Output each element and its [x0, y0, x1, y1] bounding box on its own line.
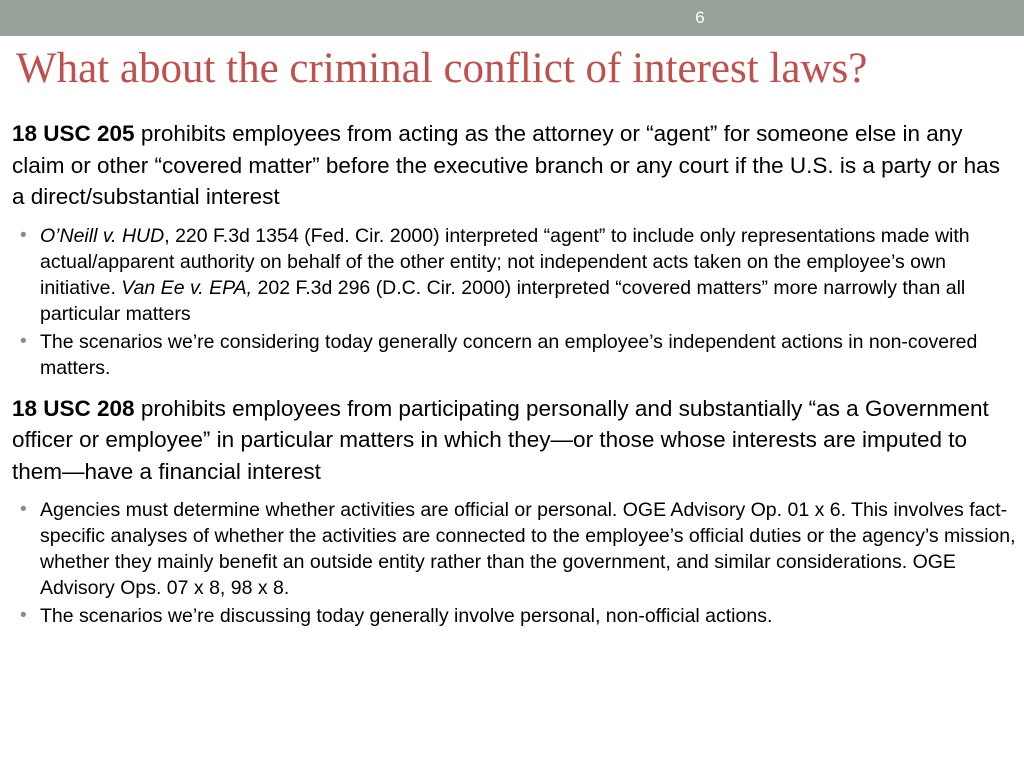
- slide-header-bar: [0, 0, 1024, 36]
- statute-text-205: prohibits employees from acting as the attorney or “agent” for someone else in any claim or other “covered matter” before the executive branch or any court if the U.S. is a party or has a direct/substantial interest: [12, 121, 1000, 209]
- statute-text-208: prohibits employees from participating personally and substantially “as a Government officer or employee” in particular matters in which they—or those whose interests are imputed to them—have a financial interest: [12, 395, 989, 484]
- list-item: [8, 497, 1020, 601]
- list-item: [8, 329, 1020, 381]
- paragraph-18-usc-208: [8, 393, 1020, 488]
- list-item-text: The scenarios we’re considering today generally concern an employee’s independent actions in non-covered matters.: [40, 330, 978, 379]
- slide-number: 6: [695, 8, 705, 27]
- page-title: What about the criminal conflict of interest laws?: [16, 45, 868, 92]
- case-text-oneill: , 220 F.3d 1354 (Fed. Cir. 2000) interpreted “agent” to include only representations made with actual/apparent authority on behalf of the other entity; not independent acts taken on the employee’s own initiative.: [40, 224, 970, 299]
- case-name-vanee: Van Ee v. EPA,: [121, 276, 253, 299]
- list-item: [8, 223, 1020, 327]
- list-item-text: The scenarios we’re discussing today generally involve personal, non-official actions.: [40, 605, 773, 627]
- bullet-icon: •: [20, 605, 27, 626]
- slide-content: [8, 118, 1020, 631]
- statute-label-205: 18 USC 205: [12, 121, 135, 146]
- list-item: [8, 603, 1020, 629]
- list-item-text: Agencies must determine whether activities are official or personal. OGE Advisory Op. 01 x 6. This involves fact-specific analyses of whether the activities are connected to the employee’s official duties or the agency’s mission, whether they mainly benefit an outside entity rather than the government, and similar considerations. OGE Advisory Ops. 07 x 8, 98 x 8.: [40, 499, 1016, 599]
- bullet-icon: •: [20, 330, 27, 352]
- case-text-vanee: 202 F.3d 296 (D.C. Cir. 2000) interpreted “covered matters” more narrowly than all particular matters: [40, 276, 966, 325]
- case-name-oneill: O’Neill v. HUD: [40, 224, 165, 247]
- bullet-icon: •: [20, 224, 27, 246]
- bullet-icon: •: [20, 499, 27, 520]
- paragraph-18-usc-205: [8, 118, 1020, 213]
- statute-label-208: 18 USC 208: [12, 395, 135, 421]
